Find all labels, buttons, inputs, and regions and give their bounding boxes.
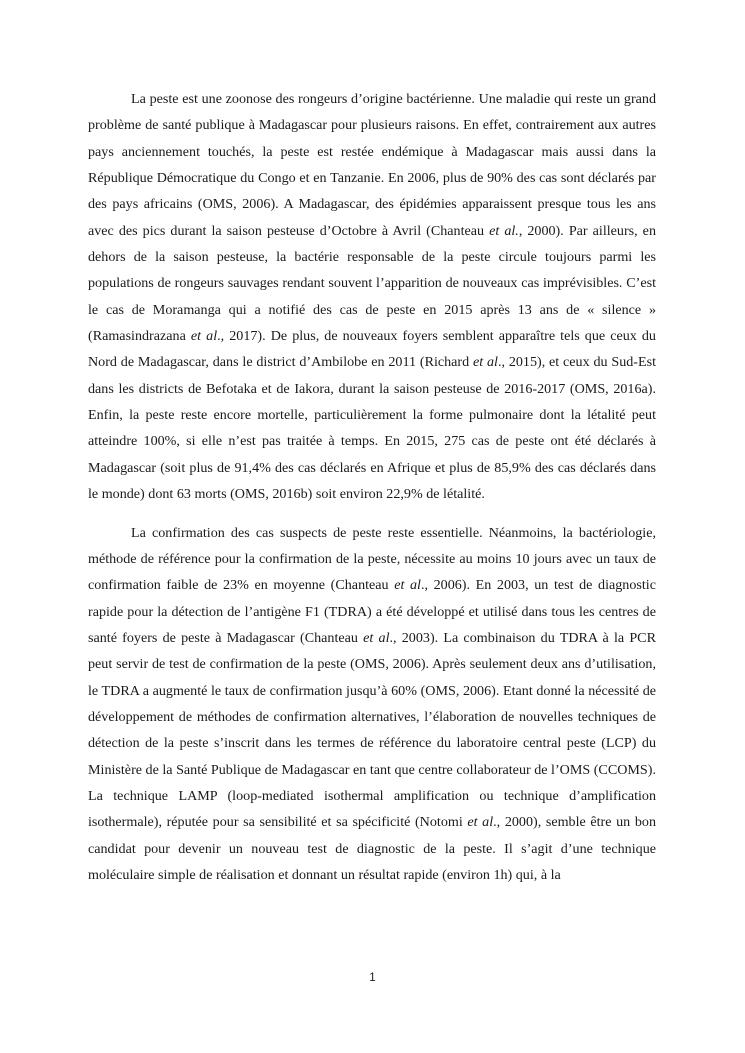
paragraph-text: ., 2003). La combinaison du TDRA à la PCR peut servir de test de confirmation de la peste (OMS, 2006). Après seulement deux ans d’utilisation, le TDRA a augmenté le taux de confirmation jusqu’à 60% (OMS, 2006). Etant donné la nécessité de développement de méthodes de confirmation alternatives, l’élaboration de nouvelles techniques de détection de la peste s’inscrit dans les termes de référence du laboratoire central peste (LCP) du Ministère de la Santé Publique de Madagascar en tant que centre collaborateur de l’OMS (CCOMS). La technique LAMP (loop-mediated isothermal amplification ou technique d’amplification isothermale), réputée pour sa sensibilité et sa spécificité (Notomi — [88, 629, 656, 831]
citation-etal: et al — [363, 629, 390, 646]
paragraph-text: ., 2006). En 2003, un test de diagnostic rapide pour la détection de l’antigène F1 (TDRA) a été développé et utilisé dans tous les centres de santé foyers de peste à Madagascar (Chanteau — [88, 577, 656, 646]
paragraph-2 — [88, 520, 656, 889]
citation-etal: et al. — [489, 222, 519, 239]
citation-etal: et al — [473, 354, 498, 371]
citation-etal: et al — [467, 814, 494, 831]
citation-etal: et al — [394, 577, 421, 594]
paragraph-1 — [88, 86, 656, 508]
paragraph-text: La confirmation des cas suspects de peste reste essentielle. Néanmoins, la bactériologie, méthode de référence pour la confirmation de la peste, nécessite au moins 10 jours avec un taux de confirmation faible de 23% en moyenne (Chanteau — [88, 524, 656, 594]
paragraph-text: ., 2017). De plus, de nouveaux foyers semblent apparaître tels que ceux du Nord de Madagascar, dans le district d’Ambilobe en 2011 (Richard — [88, 328, 656, 371]
body-text — [88, 86, 656, 888]
paragraph-text: La peste est une zoonose des rongeurs d’origine bactérienne. Une maladie qui reste un grand problème de santé publique à Madagascar pour plusieurs raisons. En effet, contrairement aux autres pays anciennement touchés, la peste est restée endémique à Madagascar mais aussi dans la République Démocratique du Congo et en Tanzanie. En 2006, plus de 90% des cas sont déclarés par des pays africains (OMS, 2006). A Madagascar, des épidémies apparaissent presque tous les ans avec des pics durant la saison pesteuse d’Octobre à Avril (Chanteau — [88, 91, 656, 239]
citation-etal: et al — [190, 328, 218, 345]
paragraph-text: , 2000). Par ailleurs, en dehors de la saison pesteuse, la bactérie responsable de la peste circule toujours parmi les populations de rongeurs sauvages rendant souvent l’apparition de nouveaux cas imprévisibles. C’est le cas de Moramanga qui a notifié des cas de peste en 2015 après 13 ans de « silence » (Ramasindrazana — [88, 222, 656, 345]
paragraph-text: ., 2000), semble être un bon candidat pour devenir un nouveau test de diagnostic de la peste. Il s’agit d’une technique moléculaire simple de réalisation et donnant un résultat rapide (environ 1h) qui, à la — [88, 814, 656, 883]
page-number: 1 — [369, 972, 376, 984]
paragraph-text: ., 2015), et ceux du Sud-Est dans les districts de Befotaka et de Iakora, durant la saison pesteuse de 2016-2017 (OMS, 2016a). Enfin, la peste reste encore mortelle, particulièrement la forme pulmonaire dont la létalité peut atteindre 100%, si elle n’est pas traitée à temps. En 2015, 275 cas de peste ont été déclarés à Madagascar (soit plus de 91,4% des cas déclarés en Afrique et plus de 85,9% des cas déclarés dans le monde) dont 63 morts (OMS, 2016b) soit environ 22,9% de létalité. — [88, 354, 656, 503]
